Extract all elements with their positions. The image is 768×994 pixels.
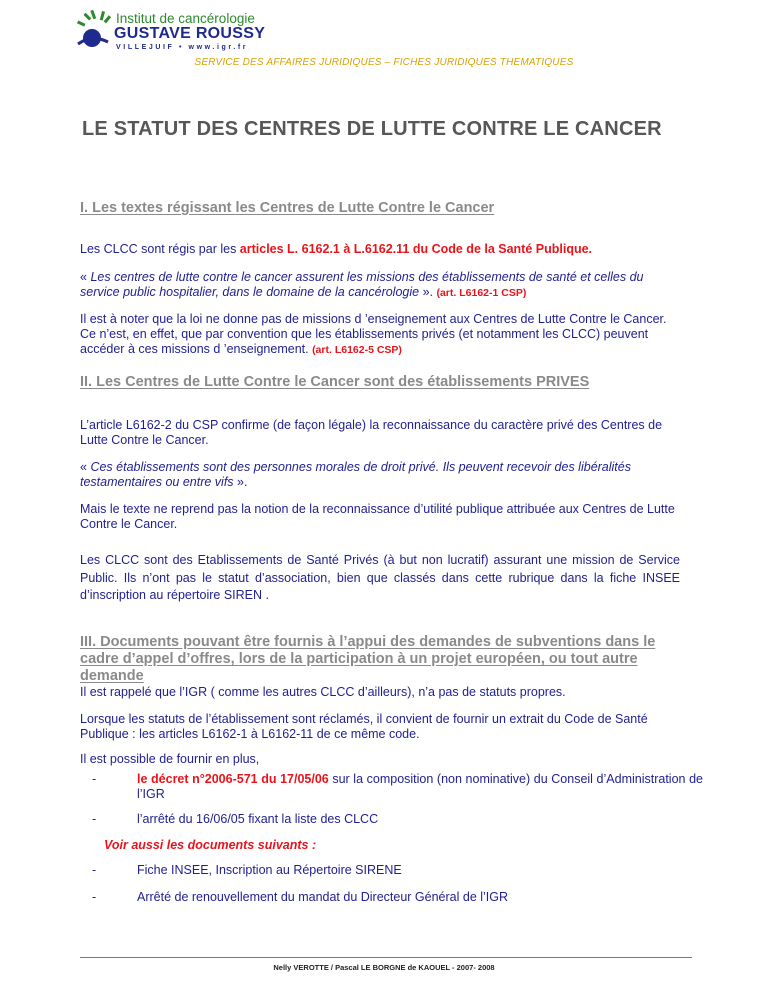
quote-open: « xyxy=(80,270,91,284)
list-item-arrete-mandat: Arrêté de renouvellement du mandat du Directeur Général de l’IGR xyxy=(137,890,509,904)
list-dash-3: - xyxy=(92,863,97,877)
section-3-paragraph-3: Il est possible de fournir en plus, xyxy=(80,752,260,766)
section-1-paragraph-1 xyxy=(80,242,680,257)
footer-authors: Nelly VEROTTE / Pascal LE BORGNE de KAOUEL - 2007- 2008 xyxy=(273,963,495,972)
service-header: SERVICE DES AFFAIRES JURIDIQUES – FICHES JURIDIQUES THEMATIQUES xyxy=(194,57,574,68)
section-2-quote xyxy=(80,460,680,490)
p3-line-2 xyxy=(80,327,680,358)
section-1-quote xyxy=(80,270,680,301)
list-item-insee: Fiche INSEE, Inscription au Répertoire SIRENE xyxy=(137,863,402,877)
list-item-arrete: l’arrêté du 16/06/05 fixant la liste des CLCC xyxy=(137,812,379,826)
list-dash-2: - xyxy=(92,812,97,826)
logo-text-site: VILLEJUIF • www.igr.fr xyxy=(116,44,249,51)
decret-text: sur la composition (non nominative) du Conseil d’Administration de l’IGR xyxy=(137,772,703,801)
quote2-text: Ces établissements sont des personnes morales de droit privé. Ils peuvent recevoir des libéralités testamentaires ou entre vifs xyxy=(80,460,631,489)
quote2-close: ». xyxy=(233,475,248,489)
footer-divider xyxy=(80,957,692,958)
list-dash-4: - xyxy=(92,890,97,904)
section-1-paragraph-3 xyxy=(80,312,680,358)
see-also-label: Voir aussi les documents suivants : xyxy=(104,838,317,852)
list-item-decret xyxy=(137,772,703,802)
section-2-paragraph-3: Mais le texte ne reprend pas la notion de la reconnaissance d’utilité publique attribuée aux Centres de Lutte Contre le Cancer. xyxy=(80,502,675,531)
decret-ref: le décret n°2006-571 du 17/05/06 xyxy=(137,772,329,786)
section-2-paragraph-1: L’article L6162-2 du CSP confirme (de façon légale) la reconnaissance du caractère privé des Centres de Lutte Contre le Cancer. xyxy=(80,418,663,447)
p1-articles-ref: articles L. 6162.1 à L.6162.11 du Code de la Santé Publique. xyxy=(239,242,593,256)
section-3-heading: III. Documents pouvant être fournis à l’appui des demandes de subventions dans le cadre d’appel d’offres, lors de la participation à un projet européen, ou tout autre demande xyxy=(80,634,656,684)
sun-logo-icon xyxy=(74,8,118,52)
quote2-open: « xyxy=(80,460,91,474)
list-dash-1: - xyxy=(92,772,97,786)
p3-line-1: Il est à noter que la loi ne donne pas de missions d ’enseignement aux Centres de Lutte Contre le Cancer. xyxy=(80,312,667,326)
section-3-paragraph-1: Il est rappelé que l’IGR ( comme les autres CLCC d’ailleurs), n’a pas de statuts propres. xyxy=(80,685,566,699)
logo-text-name: GUSTAVE ROUSSY xyxy=(114,25,266,42)
page-title: LE STATUT DES CENTRES DE LUTTE CONTRE LE CANCER xyxy=(82,118,662,140)
p1-text: Les CLCC sont régis par les xyxy=(80,242,240,256)
logo-text-institut: Institut de cancérologie xyxy=(116,11,255,26)
section-1-heading: I. Les textes régissant les Centres de Lutte Contre le Cancer xyxy=(80,200,495,216)
quote-text: Les centres de lutte contre le cancer assurent les missions des établissements de santé et celles du service public hospitalier, dans le domaine de la cancérologie xyxy=(80,270,644,299)
section-2-heading: II. Les Centres de Lutte Contre le Cancer sont des établissements PRIVES xyxy=(80,374,590,390)
p3-ref: (art. L6162-5 CSP) xyxy=(312,344,402,356)
section-3-paragraph-2: Lorsque les statuts de l’établissement sont réclamés, il convient de fournir un extrait du Code de Santé Publique : les articles L6162-1 à L6162-11 de ce même code. xyxy=(80,712,648,741)
quote-close: ». xyxy=(419,285,437,299)
institut-logo xyxy=(74,8,294,54)
quote-ref: (art. L6162-1 CSP) xyxy=(436,287,527,299)
section-2-paragraph-4: Les CLCC sont des Etablissements de Santé Privés (à but non lucratif) assurant une mission de Service Public. Ils n’ont pas le statut d’association, bien que classés dans cette rubrique dans la fiche INSEE d’inscription au répertoire SIREN . xyxy=(80,553,680,602)
p3-line-2-text: Ce n’est, en effet, que par convention que les établissements privés (et notamment les CLCC) peuvent accéder à ces missions d ’enseignement. xyxy=(80,327,649,356)
